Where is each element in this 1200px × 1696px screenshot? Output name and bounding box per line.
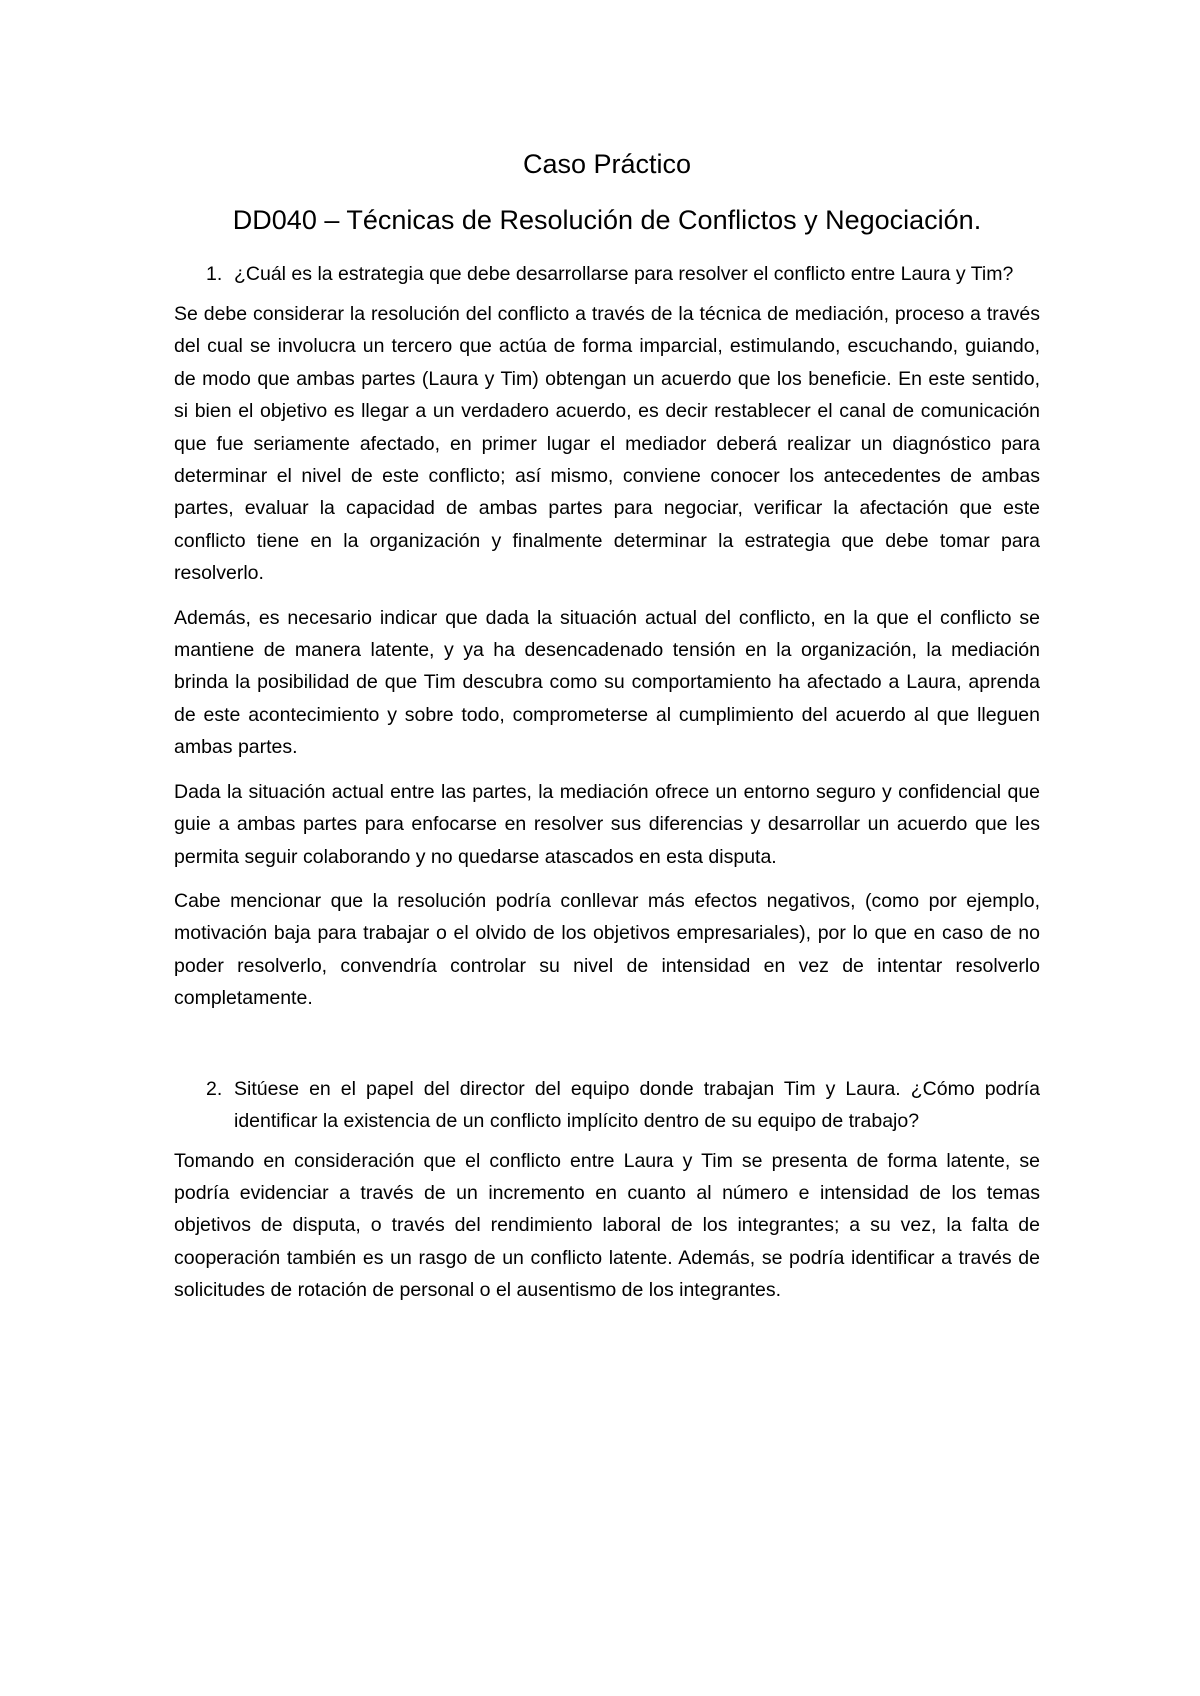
question-number: 1.	[206, 263, 223, 285]
answer-1-paragraph-4: Cabe mencionar que la resolución podría conllevar más efectos negativos, (como por ejemplo, motivación baja para trabajar o el olvido de los objetivos empresariales), por lo que en caso de no poder resolverlo, convendría controlar su nivel de intensidad en vez de intentar resolverlo completamente.	[174, 889, 1040, 1010]
question-1	[174, 258, 1040, 290]
document-body	[174, 146, 1040, 1307]
answer-1-paragraph-2: Además, es necesario indicar que dada la situación actual del conflicto, en la que el conflicto se mantiene de manera latente, y ya ha desencadenado tensión en la organización, la mediación brinda la posibilidad de que Tim descubra como su comportamiento ha afectado a Laura, aprenda de este acontecimiento y sobre todo, comprometerse al cumplimiento del acuerdo al que lleguen ambas partes.	[174, 606, 1040, 759]
document-subtitle: DD040 – Técnicas de Resolución de Conflictos y Negociación.	[232, 205, 982, 235]
answer-2-paragraph-1: Tomando en consideración que el conflicto entre Laura y Tim se presenta de forma latente, se podría evidenciar a través de un incremento en cuanto al número e intensidad de los temas objetivos de disputa, o través del rendimiento laboral de los integrantes; a su vez, la falta de cooperación también es un rasgo de un conflicto latente. Además, se podría identificar a través de solicitudes de rotación de personal o el ausentismo de los integrantes.	[174, 1149, 1040, 1302]
answer-1-paragraph-3: Dada la situación actual entre las partes, la mediación ofrece un entorno seguro y confidencial que guie a ambas partes para enfocarse en resolver sus diferencias y desarrollar un acuerdo que les permita seguir colaborando y no quedarse atascados en esta disputa.	[174, 780, 1040, 868]
question-number: 2.	[206, 1077, 223, 1100]
question-text: ¿Cuál es la estrategia que debe desarrollarse para resolver el conflicto entre Laura y Tim?	[234, 263, 1014, 285]
document-title: Caso Práctico	[522, 149, 692, 179]
question-text: Sitúese en el papel del director del equipo donde trabajan Tim y Laura. ¿Cómo podría identificar la existencia de un conflicto implícito dentro de su equipo de trabajo?	[234, 1077, 1040, 1132]
question-2	[174, 1073, 1040, 1137]
answer-1-paragraph-1: Se debe considerar la resolución del conflicto a través de la técnica de mediación, proceso a través del cual se involucra un tercero que actúa de forma imparcial, estimulando, escuchando, guiando, de modo que ambas partes (Laura y Tim) obtengan un acuerdo que los beneficie. En este sentido, si bien el objetivo es llegar a un verdadero acuerdo, es decir restablecer el canal de comunicación que fue seriamente afectado, en primer lugar el mediador deberá realizar un diagnóstico para determinar el nivel de este conflicto; así mismo, conviene conocer los antecedentes de ambas partes, evaluar la capacidad de ambas partes para negociar, verificar la afectación que este conflicto tiene en la organización y finalmente determinar la estrategia que debe tomar para resolverlo.	[174, 303, 1040, 585]
